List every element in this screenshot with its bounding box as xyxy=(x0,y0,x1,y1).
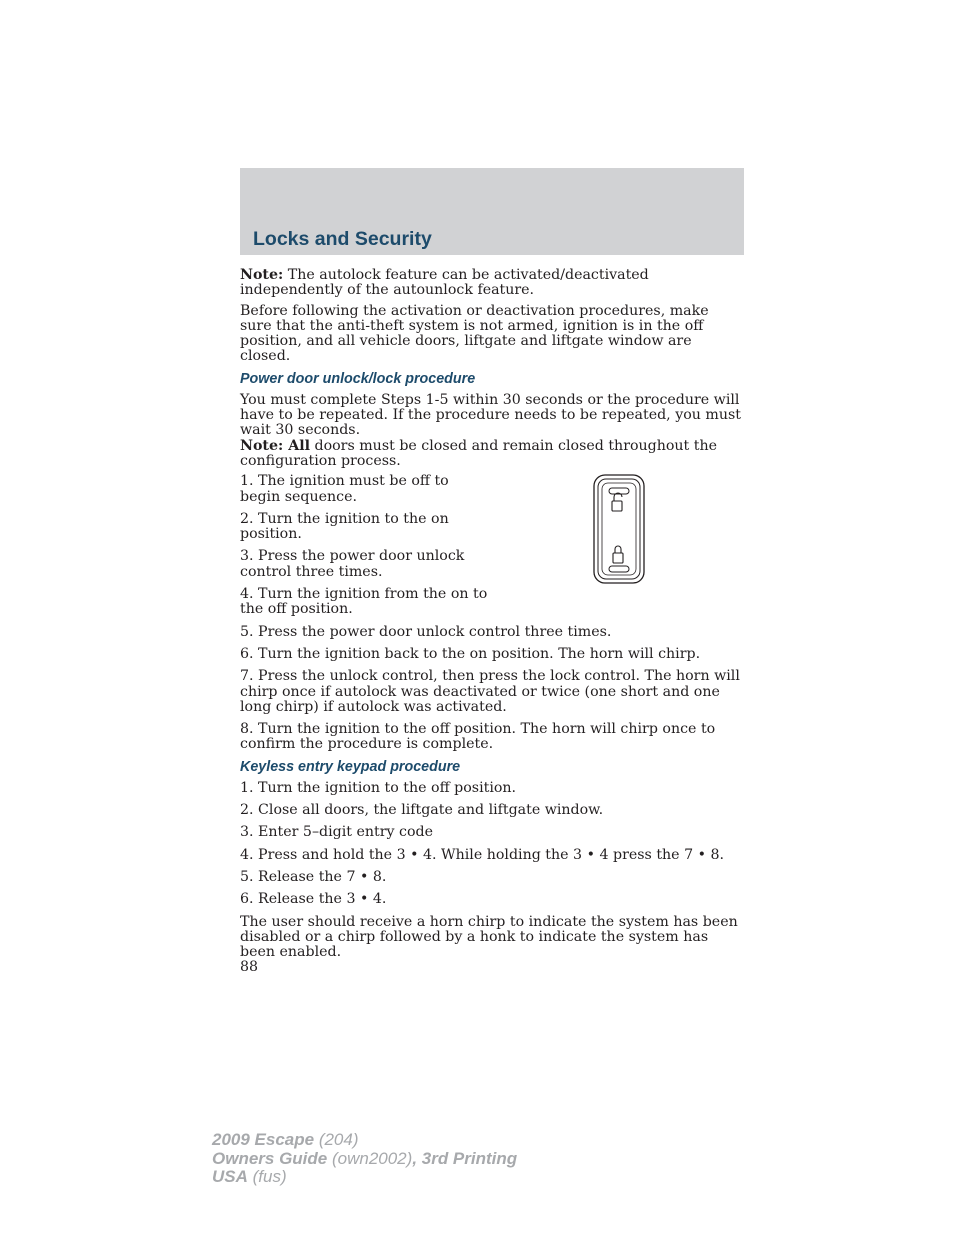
power-steps-with-figure xyxy=(240,474,744,617)
steps-with-figure xyxy=(240,474,744,617)
list-item: 3. Press the power door unlock control three times. xyxy=(240,548,465,580)
list-item: 4. Press and hold the 3 • 4. While holding the 3 • 4 press the 7 • 8. xyxy=(240,846,725,863)
note-label: Note: All xyxy=(240,437,310,454)
page-number: 88 xyxy=(240,959,259,976)
list-item: 6. Turn the ignition back to the on position. The horn will chirp. xyxy=(240,645,701,662)
list-item: 5. Press the power door unlock control three times. xyxy=(240,623,612,640)
footer-info xyxy=(212,1131,517,1187)
footer-line-2 xyxy=(212,1150,517,1169)
list-item: 8. Turn the ignition to the off position. The horn will chirp once to confirm the procedure is complete. xyxy=(240,721,716,753)
list-item: 1. Turn the ignition to the off position. xyxy=(240,779,517,796)
list-item: 1. The ignition must be off to begin sequence. xyxy=(240,473,449,505)
list-item: 5. Release the 7 • 8. xyxy=(240,868,387,885)
footer-model: 2009 Escape xyxy=(212,1130,315,1149)
footer-guide-code: (own2002) xyxy=(327,1148,413,1168)
footer-line-1 xyxy=(212,1131,517,1150)
section-header xyxy=(240,168,744,255)
power-steps xyxy=(240,625,744,753)
note-label: Note: xyxy=(240,267,284,283)
footer-market: USA xyxy=(212,1167,248,1186)
power-door-heading: Power door unlock/lock procedure xyxy=(240,370,476,387)
keypad-steps xyxy=(240,781,744,908)
list-item: 4. Turn the ignition from the on to the off position. xyxy=(240,586,488,618)
intro-note xyxy=(240,268,744,299)
list-item: 2. Turn the ignition to the on position. xyxy=(240,510,449,543)
footer-line-3 xyxy=(212,1168,517,1187)
footer-model-code: (204) xyxy=(314,1130,359,1149)
lock-icon xyxy=(613,546,623,563)
footer-printing: , 3rd Printing xyxy=(412,1148,518,1168)
intro-paragraph: Before following the activation or deactivation procedures, make sure that the anti-theft system is not armed, ignition is in the off position, and all vehicle doors, liftgate and liftgate window are closed. xyxy=(240,302,709,365)
list-item: 3. Enter 5–digit entry code xyxy=(240,824,434,841)
page-content xyxy=(240,268,744,981)
list-item: 6. Release the 3 • 4. xyxy=(240,891,387,908)
unlock-icon xyxy=(612,493,622,511)
note-text: The autolock feature can be activated/deactivated independently of the autounlock feature. xyxy=(240,267,649,299)
footer-guide: Owners Guide xyxy=(212,1148,328,1168)
keypad-closing: The user should receive a horn chirp to indicate the system has been disabled or a chirp followed by a honk to indicate the system has been enabled. xyxy=(240,913,738,961)
list-item: 7. Press the unlock control, then press the lock control. The horn will chirp once if autolock was deactivated or twice (one short and one long chirp) if autolock was activated. xyxy=(240,668,740,715)
keypad-heading: Keyless entry keypad procedure xyxy=(240,758,461,775)
list-item: 2. Close all doors, the liftgate and liftgate window. xyxy=(240,802,604,819)
section-title: Locks and Security xyxy=(253,228,432,250)
note-text: doors must be closed and remain closed throughout the configuration process. xyxy=(240,437,717,469)
power-note xyxy=(240,439,744,470)
door-lock-switch-icon xyxy=(590,474,650,586)
footer-market-code: (fus) xyxy=(247,1167,287,1186)
power-paragraph: You must complete Steps 1-5 within 30 seconds or the procedure will have to be repeated. If the procedure needs to be repeated, you must wait 30 seconds. xyxy=(240,391,741,439)
